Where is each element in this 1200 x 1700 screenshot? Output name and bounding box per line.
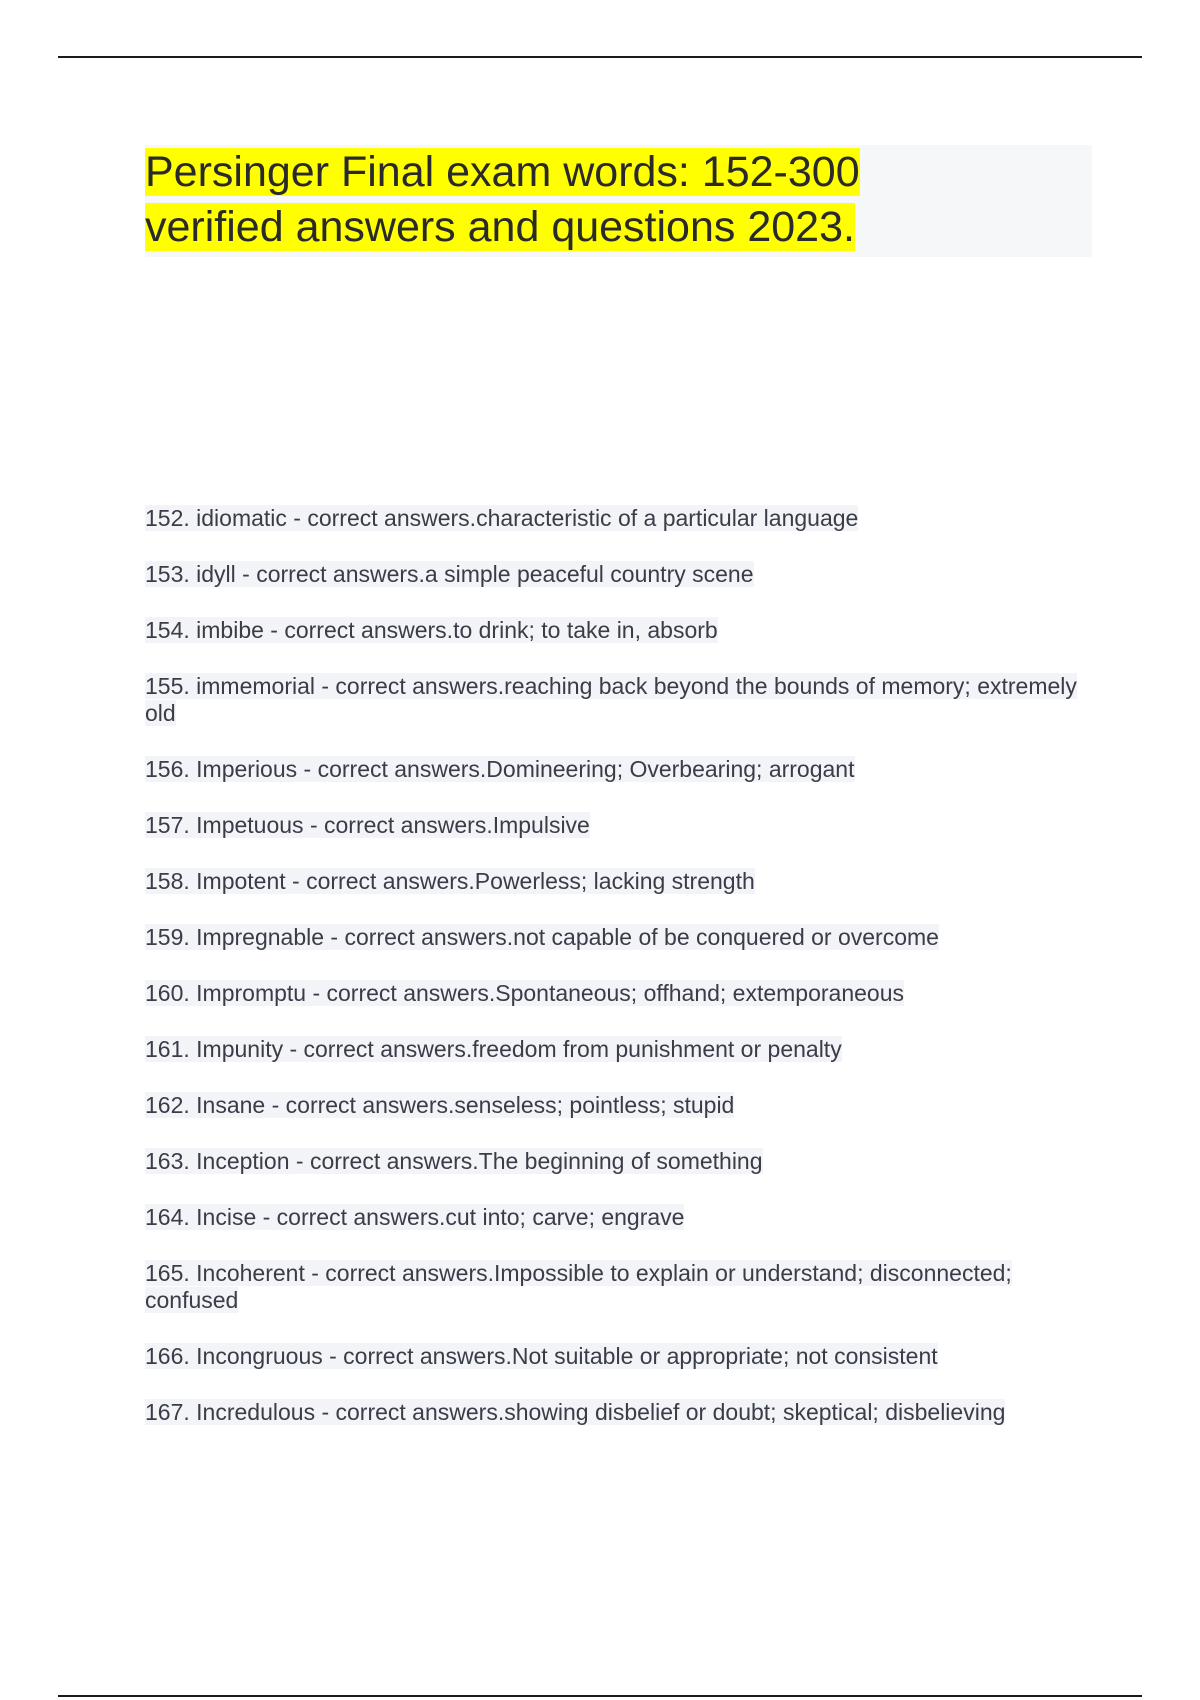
entry-text: 163. Inception - correct answers.The beginning of something bbox=[145, 1148, 763, 1174]
list-item bbox=[145, 1036, 1085, 1063]
entry-text: 164. Incise - correct answers.cut into; carve; engrave bbox=[145, 1204, 685, 1230]
list-item bbox=[145, 1260, 1085, 1314]
title-line-2: verified answers and questions 2023. bbox=[145, 203, 855, 251]
entry-text: 161. Impunity - correct answers.freedom from punishment or penalty bbox=[145, 1036, 842, 1062]
entry-text: 162. Insane - correct answers.senseless; pointless; stupid bbox=[145, 1092, 735, 1118]
list-item bbox=[145, 1148, 1085, 1175]
bottom-rule bbox=[58, 1695, 1142, 1697]
entry-text: 154. imbibe - correct answers.to drink; to take in, absorb bbox=[145, 617, 718, 643]
list-item bbox=[145, 617, 1085, 644]
list-item bbox=[145, 505, 1085, 532]
list-item bbox=[145, 1204, 1085, 1231]
list-item bbox=[145, 812, 1085, 839]
list-item bbox=[145, 673, 1085, 727]
list-item bbox=[145, 980, 1085, 1007]
entry-text: 153. idyll - correct answers.a simple peaceful country scene bbox=[145, 561, 754, 587]
entry-text: 165. Incoherent - correct answers.Impossible to explain or understand; disconnected; confused bbox=[145, 1260, 1012, 1313]
entry-text: 159. Impregnable - correct answers.not capable of be conquered or overcome bbox=[145, 924, 939, 950]
list-item bbox=[145, 1092, 1085, 1119]
list-item bbox=[145, 924, 1085, 951]
list-item bbox=[145, 561, 1085, 588]
entry-text: 157. Impetuous - correct answers.Impulsive bbox=[145, 812, 590, 838]
entry-text: 158. Impotent - correct answers.Powerless; lacking strength bbox=[145, 868, 755, 894]
entry-text: 156. Imperious - correct answers.Domineering; Overbearing; arrogant bbox=[145, 756, 855, 782]
entry-text: 167. Incredulous - correct answers.showing disbelief or doubt; skeptical; disbelieving bbox=[145, 1399, 1006, 1425]
list-item bbox=[145, 1399, 1085, 1426]
title-block bbox=[145, 145, 1092, 257]
list-item bbox=[145, 1343, 1085, 1370]
entry-text: 155. immemorial - correct answers.reaching back beyond the bounds of memory; extremely old bbox=[145, 673, 1077, 726]
top-rule bbox=[58, 56, 1142, 58]
list-item bbox=[145, 868, 1085, 895]
entry-text: 166. Incongruous - correct answers.Not suitable or appropriate; not consistent bbox=[145, 1343, 938, 1369]
entry-text: 160. Impromptu - correct answers.Spontaneous; offhand; extemporaneous bbox=[145, 980, 905, 1006]
entry-text: 152. idiomatic - correct answers.characteristic of a particular language bbox=[145, 505, 859, 531]
title-line-1: Persinger Final exam words: 152-300 bbox=[145, 148, 860, 196]
list-item bbox=[145, 756, 1085, 783]
document-title bbox=[145, 145, 1092, 255]
vocabulary-list bbox=[145, 505, 1085, 1455]
